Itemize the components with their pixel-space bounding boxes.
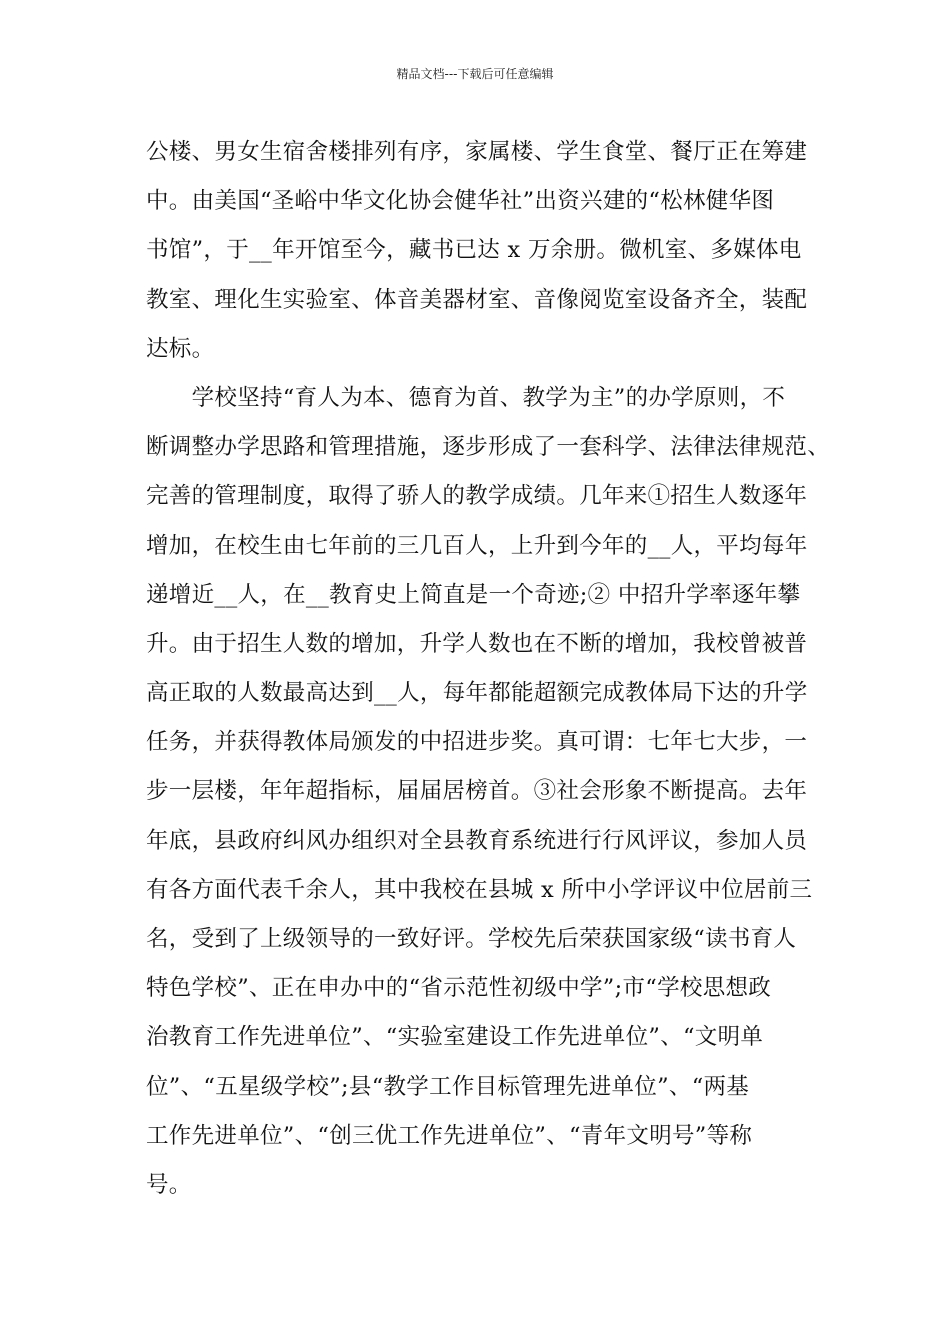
document-body — [146, 128, 831, 1210]
text-line: 治教育工作先进单位”、“实验室建设工作先进单位”、“文明单 — [146, 1024, 764, 1051]
text-line: 增加，在校生由七年前的三几百人，上升到今年的__人，平均每年 — [146, 532, 808, 559]
text-line: 断调整办学思路和管理措施，逐步形成了一套科学、法律法律规范、 — [146, 434, 831, 461]
text-line: 有各方面代表千余人，其中我校在县城 x 所中小学评议中位居前三 — [146, 876, 813, 903]
page-header: 精品文档---下载后可任意编辑 — [396, 67, 554, 81]
text-line: 年底，县政府纠风办组织对全县教育系统进行行风评议，参加人员 — [146, 827, 808, 854]
text-line: 工作先进单位”、“创三优工作先进单位”、“青年文明号”等称 — [146, 1122, 753, 1149]
text-line: 学校坚持“育人为本、德育为首、教学为主”的办学原则，不 — [146, 384, 786, 411]
text-line: 公楼、男女生宿舍楼排列有序，家属楼、学生食堂、餐厅正在筹建 — [146, 139, 808, 165]
text-line: 位”、“五星级学校”;县“教学工作目标管理先进单位”、“两基 — [146, 1073, 750, 1100]
text-line: 达标。 — [146, 335, 215, 362]
text-line: 中。由美国“圣峪中华文化协会健华社”出资兴建的“松林健华图 — [146, 188, 775, 215]
text-line: 特色学校”、正在申办中的“省示范性初级中学”;市“学校思想政 — [146, 975, 772, 1002]
text-line: 号。 — [146, 1171, 192, 1198]
text-line: 任务，并获得教体局颁发的中招进步奖。真可谓：七年七大步，一 — [146, 729, 808, 756]
text-line: 完善的管理制度，取得了骄人的教学成绩。几年来①招生人数逐年 — [146, 483, 808, 510]
text-line: 升。由于招生人数的增加，升学人数也在不断的增加，我校曾被普 — [146, 630, 808, 657]
text-line: 递增近__人，在__教育史上简直是一个奇迹;② 中招升学率逐年攀 — [146, 581, 801, 608]
text-line: 名，受到了上级领导的一致好评。学校先后荣获国家级“读书育人 — [146, 926, 797, 952]
text-line: 高正取的人数最高达到__人，每年都能超额完成教体局下达的升学 — [146, 680, 808, 707]
text-line: 步一层楼，年年超指标，届届居榜首。③社会形象不断提高。去年 — [146, 778, 808, 805]
text-line: 书馆”，于__年开馆至今，藏书已达 x 万余册。微机室、多媒体电 — [146, 237, 802, 264]
text-line: 教室、理化生实验室、体音美器材室、音像阅览室设备齐全，装配 — [146, 286, 808, 313]
